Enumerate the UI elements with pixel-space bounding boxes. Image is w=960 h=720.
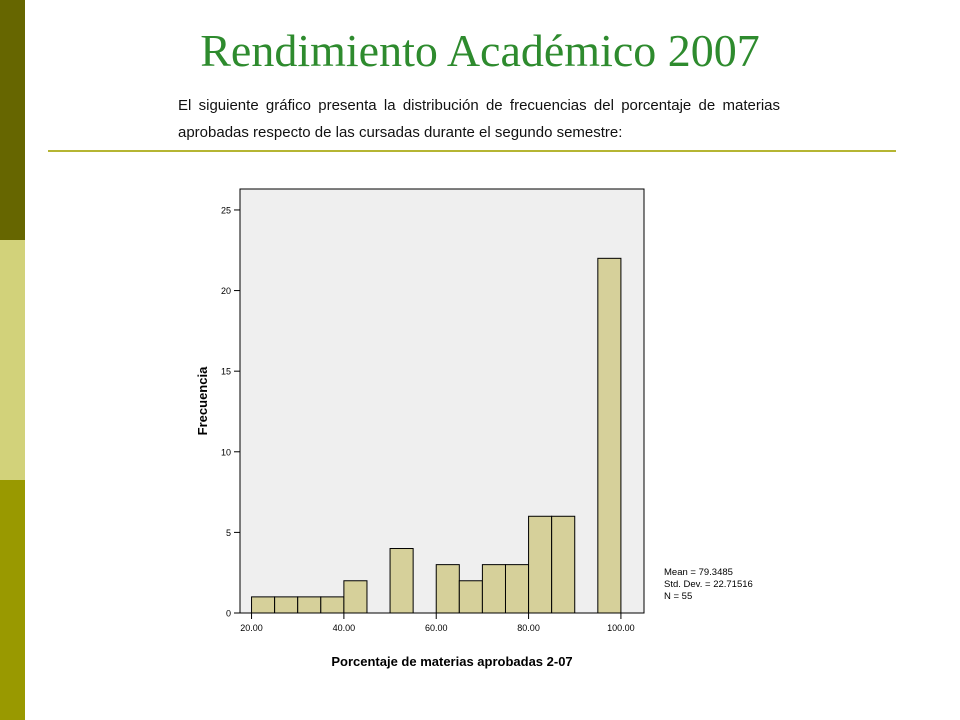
- histogram-bar-65: [459, 581, 482, 613]
- stats-annotation-line: N = 55: [664, 591, 693, 602]
- y-tick-label: 10: [220, 447, 231, 458]
- y-tick-label: 15: [220, 366, 231, 377]
- y-tick-label: 0: [225, 608, 231, 619]
- stats-annotation-line: Mean = 79.3485: [664, 567, 733, 578]
- x-tick-label: 40.00: [332, 623, 356, 633]
- histogram-bar-75: [505, 565, 528, 613]
- histogram-bar-85: [552, 516, 575, 613]
- y-tick-label: 20: [220, 286, 231, 297]
- x-tick-label: 100.00: [607, 623, 635, 633]
- histogram-bar-20: [252, 597, 275, 613]
- y-axis-title: Frecuencia: [195, 366, 210, 436]
- chart-description: El siguiente gráfico presenta la distribución de frecuencias del porcentaje de materias aprobadas respecto de las cursadas durante el segundo semestre:: [178, 97, 780, 141]
- stats-annotation-line: Std. Dev. = 22.71516: [664, 579, 753, 590]
- histogram-bar-30: [298, 597, 321, 613]
- page-title: Rendimiento Académico 2007: [200, 25, 760, 76]
- y-tick-label: 25: [220, 205, 231, 216]
- y-tick-label: 5: [225, 527, 231, 538]
- histogram-bar-40: [344, 581, 367, 613]
- x-axis-title: Porcentaje de materias aprobadas 2-07: [331, 654, 573, 669]
- histogram-bar-50: [390, 549, 413, 613]
- histogram-bar-80: [529, 516, 552, 613]
- histogram-bar-70: [482, 565, 505, 613]
- x-tick-label: 60.00: [424, 623, 448, 633]
- histogram-bar-95: [598, 258, 621, 613]
- histogram-bar-35: [321, 597, 344, 613]
- histogram-bar-25: [275, 597, 298, 613]
- x-tick-label: 20.00: [240, 623, 263, 633]
- x-tick-label: 80.00: [517, 623, 540, 633]
- plot-area: [240, 189, 644, 613]
- histogram-bar-60: [436, 565, 459, 613]
